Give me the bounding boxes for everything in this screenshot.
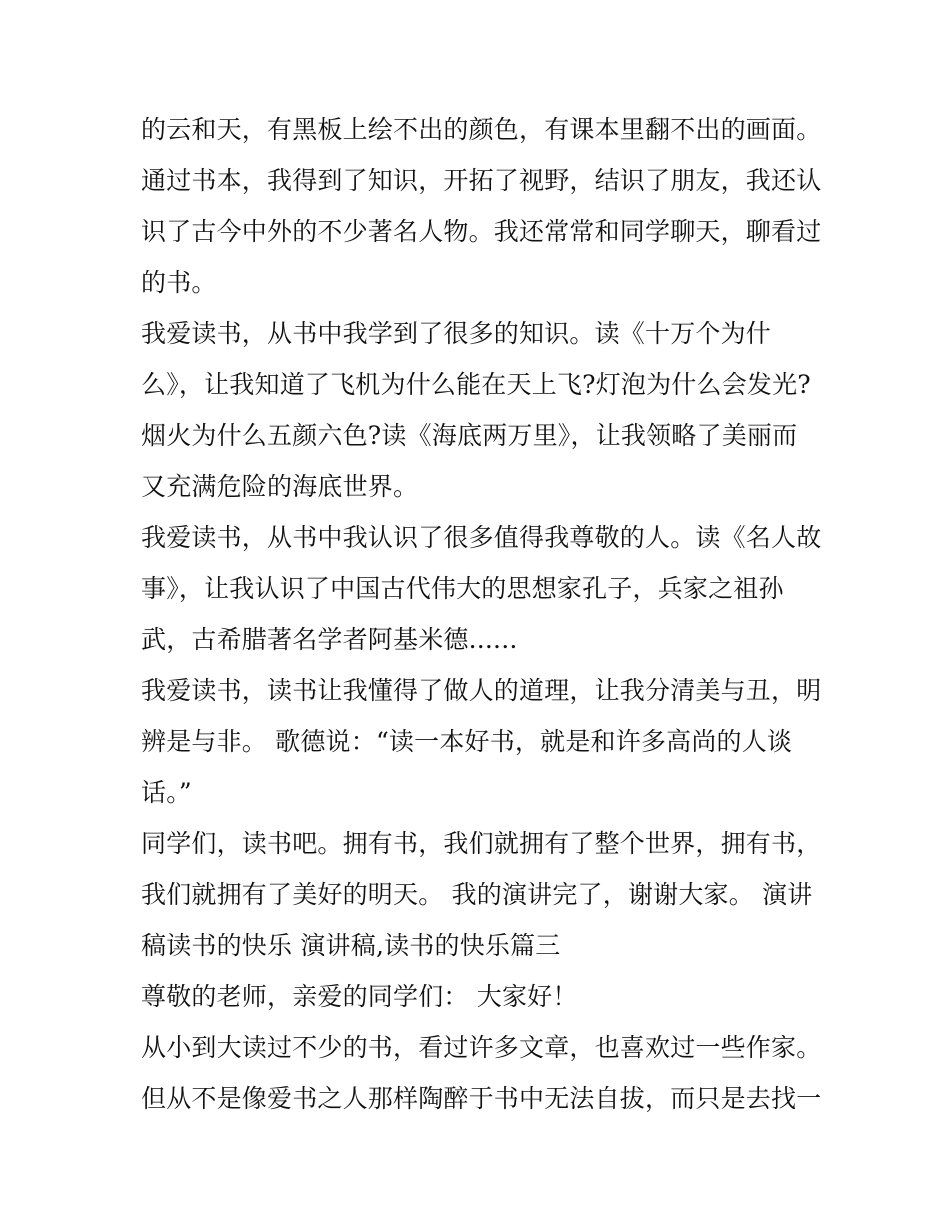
text-line-15: 同学们，读书吧。拥有书，我们就拥有了整个世界，拥有书， [141, 829, 821, 858]
text-line-5: 我爱读书，从书中我学到了很多的知识。读《十万个为什 [141, 319, 772, 348]
text-line-10: 事》，让我认识了中国古代伟大的思想家孔子，兵家之祖孙 [141, 574, 784, 603]
text-line-19: 从小到大读过不少的书，看过许多文章，也喜欢过一些作家。 [141, 1033, 821, 1062]
text-line-3: 识了古今中外的不少著名人物。我还常常和同学聊天，聊看过 [141, 217, 821, 246]
text-line-11: 武，古希腊著名学者阿基米德...... [141, 625, 518, 654]
text-line-18: 尊敬的老师，亲爱的同学们： 大家好！ [141, 982, 578, 1011]
text-line-4: 的书。 [141, 268, 217, 297]
text-line-20: 但从不是像爱书之人那样陶醉于书中无法自拔，而只是去找一 [141, 1084, 821, 1113]
text-line-1: 的云和天，有黑板上绘不出的颜色，有课本里翻不出的画面。 [141, 115, 821, 144]
text-line-16: 我们就拥有了美好的明天。 我的演讲完了，谢谢大家。 演讲 [141, 880, 813, 909]
document-text-body [141, 104, 821, 1124]
text-line-2: 通过书本，我得到了知识，开拓了视野，结识了朋友，我还认 [141, 166, 821, 195]
text-line-6: 么》，让我知道了飞机为什么能在天上飞?灯泡为什么会发光? [141, 370, 811, 399]
text-line-9: 我爱读书，从书中我认识了很多值得我尊敬的人。读《名人故 [141, 523, 821, 552]
text-line-12: 我爱读书，读书让我懂得了做人的道理，让我分清美与丑，明 [141, 676, 821, 705]
text-line-13: 辨是与非。 歌德说：“读一本好书，就是和许多高尚的人谈 [141, 727, 793, 756]
text-line-14: 话。” [141, 778, 192, 807]
text-line-7: 烟火为什么五颜六色?读《海底两万里》，让我领略了美丽而 [141, 421, 798, 450]
text-line-17: 稿读书的快乐 演讲稿,读书的快乐篇三 [141, 931, 561, 960]
text-line-8: 又充满危险的海底世界。 [141, 472, 419, 501]
